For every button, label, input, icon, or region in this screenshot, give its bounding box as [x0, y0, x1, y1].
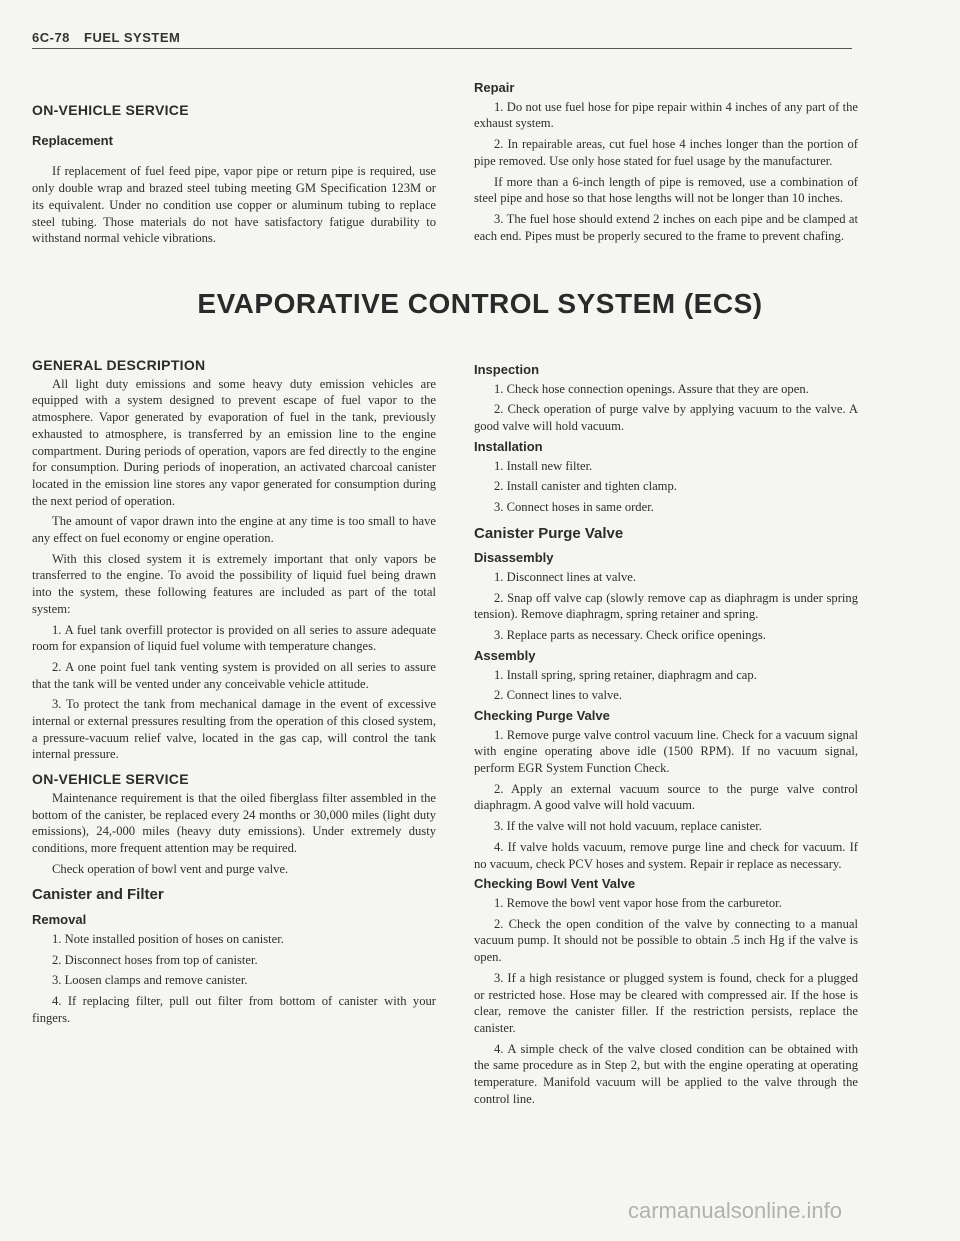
bowl-vent-step-3: 3. If a high resistance or plugged system is found, check for a plugged or restricted hose. Hose may be cleared with compressed air. If the hose is clear, remove the canister filler. If the restriction persists, replace the canister. — [474, 970, 858, 1035]
inspection-step-2: 2. Check operation of purge valve by applying vacuum to the valve. A good valve will hold vacuum. — [474, 402, 858, 434]
replacement-heading: Replacement — [32, 132, 113, 148]
general-description-p1: All light duty emissions and some heavy duty emission vehicles are equipped with a system designed to prevent escape of fuel vapor to the atmosphere. Vapor generated by evaporation of fuel in the tank, previously exhausted to atmosphere, is transferred by an emission line to the engine compartment. During periods of operation, vapors are fed directly to the engine for consumption. During periods of inoperation, an activated charcoal canister located in the emission line stores any vapor generated for consumption during the next period of operation. — [32, 376, 436, 508]
removal-heading: Removal — [32, 912, 87, 928]
section-banner: EVAPORATIVE CONTROL SYSTEM (ECS) — [197, 288, 763, 319]
removal-step-3: 3. Loosen clamps and remove canister. — [52, 973, 248, 988]
page-number: 6C-78 — [32, 30, 70, 45]
general-description-heading: GENERAL DESCRIPTION — [32, 357, 206, 373]
bowl-vent-step-4: 4. A simple check of the valve closed condition can be obtained with the same procedure as in Step 2, but with the engine operating at operating temperature. Manifold vacuum will be applied to the valve through the control line. — [474, 1041, 858, 1106]
left-column — [32, 357, 436, 1030]
canister-filter-heading: Canister and Filter — [32, 886, 164, 904]
purge-check-step-1: 1. Remove purge valve control vacuum line. Check for a vacuum signal with engine operating above idle (1500 RPM). If no vacuum signal, perform EGR System Function Check. — [474, 727, 858, 776]
general-description-p2: The amount of vapor drawn into the engine at any time is too small to have any effect on fuel economy or engine operation. — [32, 514, 436, 546]
bowl-vent-step-2: 2. Check the open condition of the valve by connecting to a manual vacuum pump. It should not be possible to obtain .5 inch Hg if the valve is open. — [474, 916, 858, 965]
maintenance-paragraph: Maintenance requirement is that the oiled fiberglass filter assembled in the bottom of the canister, be replaced every 24 months or 30,000 miles (light duty emissions), 24,-000 miles (heavy duty emissions). Under extremely dusty conditions, more frequent attention may be required. — [32, 790, 436, 855]
checking-purge-valve-heading: Checking Purge Valve — [474, 707, 610, 723]
installation-step-3: 3. Connect hoses in same order. — [494, 499, 654, 514]
header-rule — [32, 48, 852, 49]
running-head — [32, 30, 180, 45]
on-vehicle-service-heading: ON-VEHICLE SERVICE — [32, 102, 189, 118]
top-left-column — [32, 102, 436, 251]
disassembly-step-2: 2. Snap off valve cap (slowly remove cap as diaphragm is under spring tension). Remove diaphragm, spring retainer and spring. — [474, 590, 858, 622]
assembly-step-1: 1. Install spring, spring retainer, diaphragm and cap. — [494, 667, 757, 682]
disassembly-step-1: 1. Disconnect lines at valve. — [494, 570, 636, 585]
repair-item-1: 1. Do not use fuel hose for pipe repair within 4 inches of any part of the exhaust system. — [474, 99, 858, 131]
removal-step-4: 4. If replacing filter, pull out filter from bottom of canister with your fingers. — [32, 993, 436, 1025]
disassembly-step-3: 3. Replace parts as necessary. Check orifice openings. — [494, 628, 766, 643]
removal-step-2: 2. Disconnect hoses from top of canister. — [52, 952, 258, 967]
top-right-column — [474, 80, 858, 248]
feature-item-2: 2. A one point fuel tank venting system is provided on all series to assure that the tank will be vented under any conceivable vehicle attitude. — [32, 659, 436, 691]
feature-item-3: 3. To protect the tank from mechanical damage in the event of excessive internal or external pressures resulting from the operation of this closed system, a pressure-vacuum relief valve, located in the gas cap, will control the tank internal pressure. — [32, 697, 436, 762]
repair-item-2: 2. In repairable areas, cut fuel hose 4 inches longer than the portion of pipe removed. Use only hose stated for fuel usage by the manufacturer. — [474, 137, 858, 168]
installation-heading: Installation — [474, 438, 543, 454]
purge-check-step-3: 3. If the valve will not hold vacuum, replace canister. — [494, 819, 762, 834]
bowl-vent-step-1: 1. Remove the bowl vent vapor hose from the carburetor. — [494, 895, 782, 910]
check-operation-paragraph: Check operation of bowl vent and purge valve. — [52, 861, 289, 876]
assembly-step-2: 2. Connect lines to valve. — [494, 688, 623, 703]
purge-check-step-2: 2. Apply an external vacuum source to the purge valve control diaphragm. A good valve will hold vacuum. — [474, 781, 858, 813]
assembly-heading: Assembly — [474, 647, 536, 663]
inspection-heading: Inspection — [474, 362, 540, 377]
watermark: carmanualsonline.info — [628, 1198, 843, 1223]
on-vehicle-service-heading-2: ON-VEHICLE SERVICE — [32, 771, 189, 788]
installation-step-2: 2. Install canister and tighten clamp. — [494, 479, 677, 494]
checking-bowl-vent-valve-heading: Checking Bowl Vent Valve — [474, 876, 636, 892]
inspection-step-1: 1. Check hose connection openings. Assure that they are open. — [494, 381, 809, 396]
replacement-paragraph: If replacement of fuel feed pipe, vapor pipe or return pipe is required, use only double wrap and brazed steel tubing meeting GM Specification 123M or its equivalent. Under no condition use copper or aluminum tubing to replace steel tubing. Those materials do not have satisfactory fatigue durability to withstand normal vehicle vibrations. — [32, 164, 436, 246]
repair-paragraph: If more than a 6-inch length of pipe is removed, use a combination of steel pipe and hose so that hose lengths will not be longer than 10 inches. — [474, 174, 858, 206]
canister-purge-valve-heading: Canister Purge Valve — [474, 524, 624, 542]
right-column — [474, 362, 858, 1111]
general-description-p3: With this closed system it is extremely important that only vapors be transferred to the engine. To avoid the possibility of liquid fuel being drawn into the system, these following features are included as part of the total system: — [32, 551, 436, 616]
feature-item-1: 1. A fuel tank overfill protector is provided on all series to assure adequate room for expansion of liquid fuel volume with temperature changes. — [32, 622, 436, 654]
installation-step-1: 1. Install new filter. — [494, 458, 593, 473]
removal-step-1: 1. Note installed position of hoses on canister. — [52, 931, 284, 946]
repair-item-3: 3. The fuel hose should extend 2 inches on each pipe and be clamped at each end. Pipes must be properly secured to the frame to prevent chafing. — [474, 211, 858, 243]
repair-heading: Repair — [474, 80, 515, 95]
section-title: FUEL SYSTEM — [84, 30, 181, 45]
purge-check-step-4: 4. If valve holds vacuum, remove purge line and check for vacuum. If no vacuum, check PCV hoses and system. Repair ir replace as necessary. — [474, 839, 858, 871]
disassembly-heading: Disassembly — [474, 550, 554, 566]
